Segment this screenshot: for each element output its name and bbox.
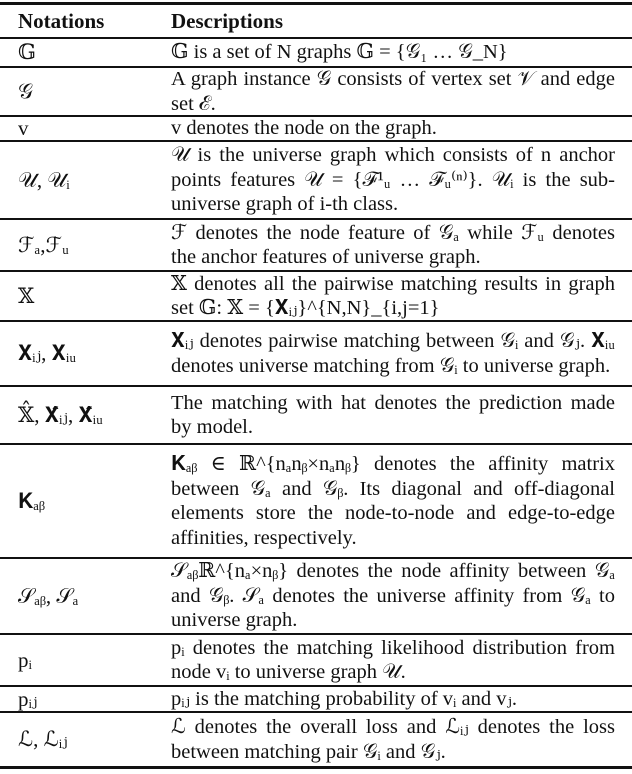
notation-cell: ℒ, ℒᵢⱼ [18,727,68,751]
description-cell: 𝕏 denotes all the pairwise matching results in graph set 𝔾: 𝕏 = {𝐗ᵢⱼ}^{N,N}_{i,j=1} [171,272,615,319]
table-row [0,322,632,385]
table-row [0,142,632,218]
notation-cell: 𝕏 [18,283,35,308]
table-row [0,445,632,557]
table-row [0,687,632,711]
table-row [0,272,632,320]
description-cell: 𝐗ᵢⱼ denotes pairwise matching between 𝒢ᵢ and 𝒢ⱼ. 𝐗ᵢᵤ denotes universe matching from 𝒢ᵢ to universe graph. [171,330,615,377]
description-cell: pᵢ denotes the matching likelihood distribution from node vᵢ to universe graph 𝒰. [171,636,615,683]
description-cell: 𝒮ₐᵦℝ^{nₐ×nᵦ} denotes the node affinity between 𝒢ₐ and 𝒢ᵦ. 𝒮ₐ denotes the universe affinity from 𝒢ₐ to universe graph. [171,560,615,632]
table-row [0,39,632,66]
description-cell: The matching with hat denotes the prediction made by model. [171,391,615,438]
notation-cell: v [18,116,29,140]
table-row [0,713,632,766]
description-cell: 𝔾 is a set of N graphs 𝔾 = {𝒢₁ … 𝒢_N} [171,41,508,64]
description-cell: A graph instance 𝒢 consists of vertex set 𝒱 and edge set ℰ. [171,68,615,115]
table-row [0,559,632,633]
description-cell: pᵢⱼ is the matching probability of vᵢ and vⱼ. [171,687,518,710]
description-cell: v denotes the node on the graph. [171,117,437,140]
description-cell: 𝒰 is the universe graph which consists of n anchor points features 𝒰 = {ℱ¹ᵤ … ℱᵤ⁽ⁿ⁾}. 𝒰ᵢ is the sub-universe graph of i-th class. [171,144,615,216]
notation-cell: 𝒰, 𝒰ᵢ [18,167,70,192]
header-descriptions: Descriptions [171,8,283,33]
table-row [0,635,632,685]
table-header [0,5,632,37]
notation-cell: 𝒢 [18,79,33,103]
table-row [0,220,632,270]
notation-cell: 𝔾 [18,40,36,64]
notation-cell: 𝐊ₐᵦ [18,488,45,513]
notation-cell: pᵢⱼ [18,686,38,711]
description-cell: ℒ denotes the overall loss and ℒᵢⱼ denotes the loss between matching pair 𝒢ᵢ and 𝒢ⱼ. [171,716,615,763]
header-notations: Notations [18,8,105,33]
table-row [0,68,632,115]
table-row [0,387,632,443]
notation-cell: 𝒮ₐᵦ, 𝒮ₐ [18,583,79,608]
notation-cell: pᵢ [18,647,32,672]
description-cell: 𝐊ₐᵦ ∈ ℝ^{nₐnᵦ×nₐnᵦ} denotes the affinity matrix between 𝒢ₐ and 𝒢ᵦ. Its diagonal and off-diagonal elements store the node-to-node and edge-to-edge affinities, respectively. [171,453,615,549]
bottom-rule [0,766,632,769]
notation-cell: 𝕏̂, 𝐗̂ᵢⱼ, 𝐗̂ᵢᵤ [18,402,103,427]
table-row [0,117,632,140]
notation-cell: ℱₐ,ℱᵤ [18,232,69,257]
notation-cell: 𝐗ᵢⱼ, 𝐗ᵢᵤ [18,341,77,365]
description-cell: ℱ denotes the node feature of 𝒢ₐ while ℱᵤ denotes the anchor features of universe graph. [171,221,615,268]
